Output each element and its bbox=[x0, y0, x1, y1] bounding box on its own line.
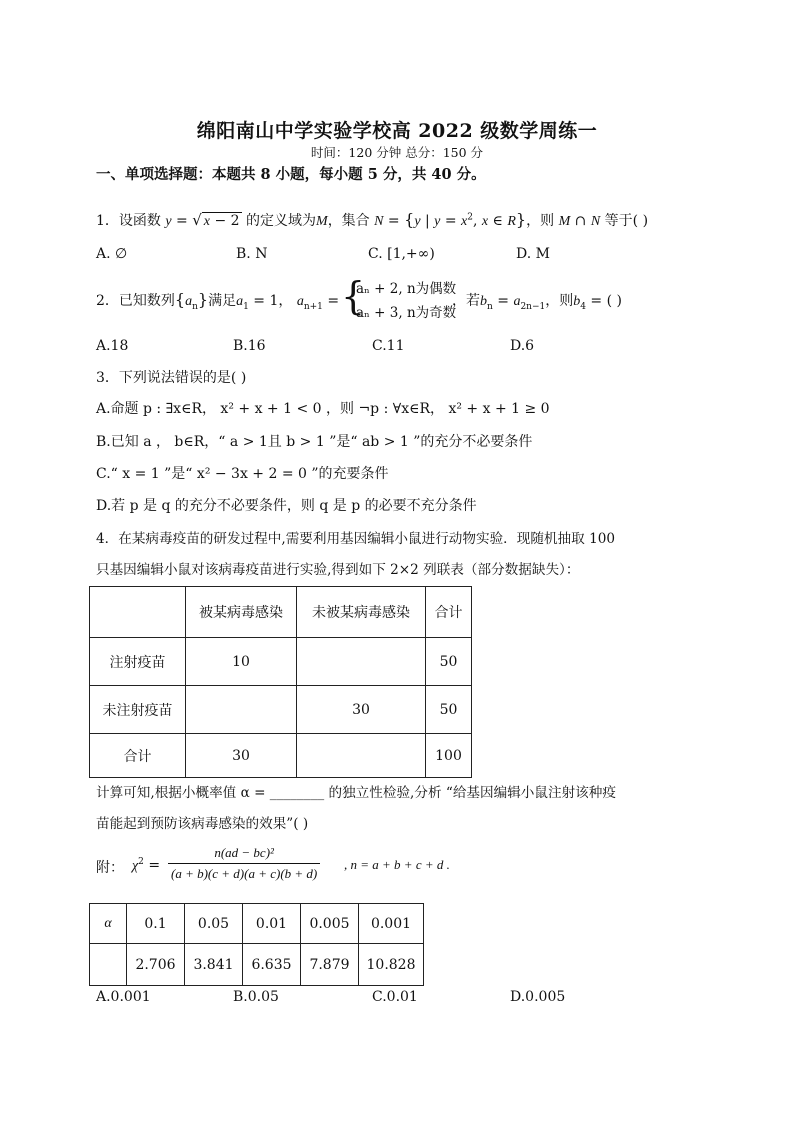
table-cell bbox=[297, 638, 426, 686]
table-cell: 30 bbox=[297, 686, 426, 734]
question-4-continuation-1: 计算可知,根据小概率值 α = ________ 的独立性检验,分析 “给基因编辑小鼠注射该种疫 bbox=[96, 785, 616, 801]
question-2-option-d[interactable]: D.6 bbox=[510, 338, 535, 354]
table-cell: 合计 bbox=[90, 734, 186, 778]
exam-info: 时间：120 分钟 总分：150 分 bbox=[310, 145, 484, 160]
question-1-option-d[interactable]: D. M bbox=[516, 246, 550, 262]
table-header-cell: 被某病毒感染 bbox=[186, 587, 297, 638]
question-4-line-2: 只基因编辑小鼠对该病毒疫苗进行实验,得到如下 2×2 列联表（部分数据缺失）： bbox=[96, 562, 580, 578]
table-cell: 0.001 bbox=[359, 904, 424, 944]
table-cell bbox=[90, 944, 127, 986]
question-4-line-1: 4．在某病毒疫苗的研发过程中,需要利用基因编辑小鼠进行动物实验．现随机抽取 100 bbox=[96, 531, 616, 547]
recurrence-case-odd: aₙ + 3, n为奇数 bbox=[356, 305, 457, 321]
question-1-stem: 1．设函数 y = √ x − 2 的定义域为M，集合 N = {y | $y = x^2$, x ∈ R}，则 M ∩ N 等于( ) bbox=[96, 210, 649, 229]
table-cell: 0.01 bbox=[243, 904, 301, 944]
question-2-option-c[interactable]: C.11 bbox=[372, 338, 405, 354]
table-cell: 10.828 bbox=[359, 944, 424, 986]
question-4-option-b[interactable]: B.0.05 bbox=[233, 989, 279, 1005]
question-2-option-b[interactable]: B.16 bbox=[233, 338, 266, 354]
table-cell: 0.005 bbox=[301, 904, 359, 944]
table-cell: 2.706 bbox=[127, 944, 185, 986]
table-row bbox=[90, 638, 472, 686]
table-cell: 50 bbox=[426, 686, 472, 734]
table-cell: 50 bbox=[426, 638, 472, 686]
question-3-option-d[interactable]: D.若 p 是 q 的充分不必要条件，则 q 是 p 的必要不充分条件 bbox=[96, 498, 477, 514]
table-row bbox=[90, 944, 424, 986]
table-row bbox=[90, 904, 424, 944]
table-header-cell: 合计 bbox=[426, 587, 472, 638]
question-1-option-a[interactable]: A. ∅ bbox=[96, 246, 128, 262]
table-cell: 10 bbox=[186, 638, 297, 686]
table-cell: α bbox=[90, 904, 127, 944]
question-4-option-d[interactable]: D.0.005 bbox=[510, 989, 566, 1005]
critical-value-table bbox=[89, 903, 424, 986]
question-2-option-a[interactable]: A.18 bbox=[96, 338, 129, 354]
question-1-option-c[interactable]: C. [1,+∞) bbox=[368, 246, 435, 262]
question-4-option-a[interactable]: A.0.001 bbox=[96, 989, 151, 1005]
question-3-option-b[interactable]: B.已知 a ， b∈R，“ a > 1且 b > 1 ”是“ ab > 1 ”的充分不必要条件 bbox=[96, 434, 533, 450]
table-cell: 6.635 bbox=[243, 944, 301, 986]
question-3-stem: 3．下列说法错误的是( ) bbox=[96, 370, 247, 386]
table-header-cell: 未被某病毒感染 bbox=[297, 587, 426, 638]
table-cell: 7.879 bbox=[301, 944, 359, 986]
table-cell: 3.841 bbox=[185, 944, 243, 986]
table-header-cell bbox=[90, 587, 186, 638]
question-3-option-a[interactable]: A.命题 p : ∃x∈R， x² + x + 1 < 0 ，则 ¬p : ∀x∈R， x² + x + 1 ≥ 0 bbox=[96, 401, 550, 417]
formula-numerator: n(ad − bc)² bbox=[168, 845, 320, 864]
table-cell bbox=[297, 734, 426, 778]
table-cell bbox=[186, 686, 297, 734]
contingency-table bbox=[89, 586, 472, 778]
table-cell: 0.1 bbox=[127, 904, 185, 944]
question-1-option-b[interactable]: B. N bbox=[236, 246, 268, 262]
question-3-option-c[interactable]: C.“ x = 1 ”是“ x² − 3x + 2 = 0 ”的充要条件 bbox=[96, 466, 389, 482]
table-cell: 100 bbox=[426, 734, 472, 778]
recurrence-case-even: aₙ + 2, n为偶数 bbox=[356, 281, 457, 297]
table-row bbox=[90, 686, 472, 734]
question-4-continuation-2: 苗能起到预防该病毒感染的效果”( ) bbox=[96, 816, 309, 832]
section-heading: 一、单项选择题：本题共 8 小题，每小题 5 分，共 40 分。 bbox=[96, 166, 486, 183]
formula-denominator: (a + b)(c + d)(a + c)(b + d) bbox=[171, 866, 318, 881]
question-4-option-c[interactable]: C.0.01 bbox=[372, 989, 418, 1005]
table-cell: 未注射疫苗 bbox=[90, 686, 186, 734]
table-cell: 0.05 bbox=[185, 904, 243, 944]
table-row bbox=[90, 734, 472, 778]
table-cell: 30 bbox=[186, 734, 297, 778]
page-title: 绵阳南山中学实验学校高 2022 级数学周练一 bbox=[196, 120, 598, 142]
table-cell: 注射疫苗 bbox=[90, 638, 186, 686]
